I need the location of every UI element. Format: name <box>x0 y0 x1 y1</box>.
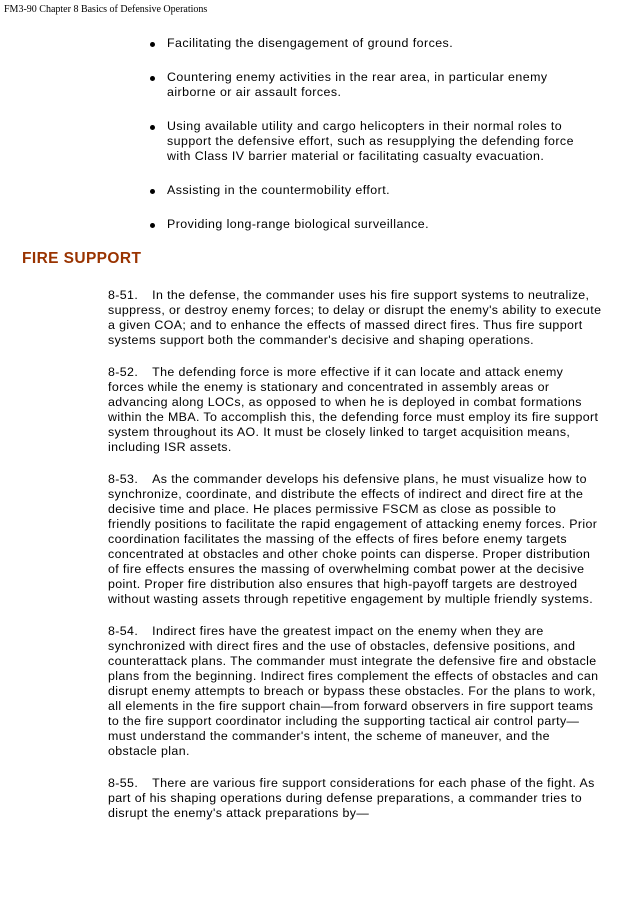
paragraph-number: 8-53. <box>108 472 139 486</box>
list-item-text: Facilitating the disengagement of ground forces. <box>167 36 454 50</box>
running-header: FM3-90 Chapter 8 Basics of Defensive Operations <box>4 4 208 15</box>
list-item <box>148 217 598 232</box>
list-item-text: Countering enemy activities in the rear area, in particular enemy airborne or air assault forces. <box>167 70 548 99</box>
list-item-text: Assisting in the countermobility effort. <box>167 183 391 197</box>
paragraph <box>108 472 602 607</box>
list-item <box>148 70 598 100</box>
paragraph <box>108 288 602 348</box>
paragraph <box>108 624 602 759</box>
paragraph-text: In the defense, the commander uses his fire support systems to neutralize, suppress, or destroy enemy forces; to delay or disrupt the enemy's ability to execute a given COA; and to enhance the effects of massed direct fires. Thus fire support systems support both the commander's decisive and shaping operations. <box>108 288 602 347</box>
paragraph-number: 8-54. <box>108 624 139 638</box>
paragraph-number: 8-55. <box>108 776 139 790</box>
list-item-text: Using available utility and cargo helicopters in their normal roles to support the defensive effort, such as resupplying the defending force with Class IV barrier material or facilitating casualty evacuation. <box>167 119 574 163</box>
bullet-icon <box>150 76 155 81</box>
paragraph-text: There are various fire support considerations for each phase of the fight. As part of his shaping operations during defense preparations, a commander tries to disrupt the enemy's attack preparations by— <box>108 776 595 820</box>
bullet-list <box>148 36 598 251</box>
bullet-icon <box>150 223 155 228</box>
bullet-icon <box>150 189 155 194</box>
paragraph-number: 8-51. <box>108 288 139 302</box>
section-heading: FIRE SUPPORT <box>22 250 142 267</box>
paragraph-text: Indirect fires have the greatest impact on the enemy when they are synchronized with direct fires and the use of obstacles, defensive positions, and counterattack plans. The commander must integrate the defensive fire and obstacle plans from the beginning. Indirect fires complement the effects of obstacles and can disrupt enemy attempts to breach or bypass these obstacles. For the plans to work, all elements in the fire support chain—from forward observers in fire support teams to the fire support coordinator including the supporting tactical air control party—must understand the commander's intent, the scheme of maneuver, and the obstacle plan. <box>108 624 599 758</box>
paragraph <box>108 365 602 455</box>
paragraph-text: As the commander develops his defensive plans, he must visualize how to synchronize, coordinate, and distribute the effects of indirect and direct fire at the decisive time and place. He places permissive FSCM as close as possible to friendly positions to facilitate the rapid engagement of attacking enemy forces. Prior coordination facilitates the massing of the effects of fires before enemy targets concentrated at obstacles and other choke points can disperse. Proper distribution of fire effects ensures the massing of overwhelming combat power at the decisive point. Proper fire distribution also ensures that high-payoff targets are destroyed without wasting assets through repetitive engagement by multiple friendly systems. <box>108 472 598 606</box>
list-item-text: Providing long-range biological surveillance. <box>167 217 430 231</box>
list-item <box>148 119 598 164</box>
paragraph-list <box>108 288 602 838</box>
list-item <box>148 183 598 198</box>
paragraph <box>108 776 602 821</box>
paragraph-text: The defending force is more effective if it can locate and attack enemy forces while the enemy is stationary and concentrated in assembly areas or advancing along LOCs, as opposed to when he is deployed in combat formations within the MBA. To accomplish this, the defending force must employ its fire support system throughout its AO. It must be closely linked to target acquisition means, including ISR assets. <box>108 365 599 454</box>
paragraph-number: 8-52. <box>108 365 139 379</box>
bullet-icon <box>150 125 155 130</box>
list-item <box>148 36 598 51</box>
bullet-icon <box>150 42 155 47</box>
